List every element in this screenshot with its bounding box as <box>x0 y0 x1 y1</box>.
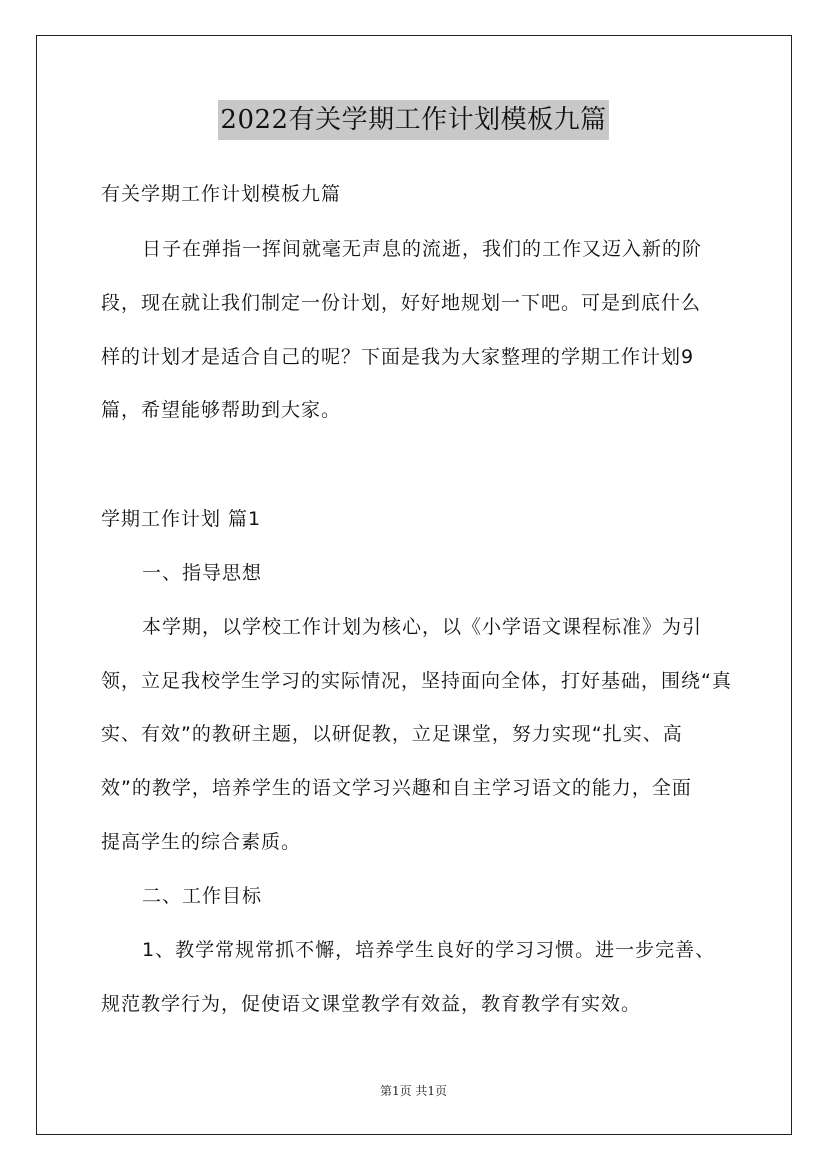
heading-work-goals: 二、工作目标 <box>142 885 263 907</box>
document-title: 2022有关学期工作计划模板九篇 <box>218 100 608 140</box>
heading-guiding-thought: 一、指导思想 <box>142 562 263 584</box>
page-number-footer: 第1页 共1页 <box>379 1084 448 1098</box>
paragraph-1-line-2: 领，立足我校学生学习的实际情况，坚持面向全体，打好基础，围绕“真 <box>101 670 732 692</box>
paragraph-1-line-3: 实、有效”的教研主题，以研促教，立足课堂，努力实现“扎实、高 <box>101 723 683 745</box>
intro-line-1: 日子在弹指一挥间就毫无声息的流逝，我们的工作又迈入新的阶 <box>142 238 703 260</box>
paragraph-1-line-5: 提高学生的综合素质。 <box>101 831 302 853</box>
paragraph-2-line-1: 1、教学常规常抓不懈，培养学生良好的学习习惯。进一步完善、 <box>142 939 716 961</box>
intro-line-2: 段，现在就让我们制定一份计划，好好地规划一下吧。可是到底什么 <box>101 292 702 314</box>
document-title-container <box>0 100 827 140</box>
document-subtitle: 有关学期工作计划模板九篇 <box>101 183 342 205</box>
paragraph-2-line-2: 规范教学行为，促使语文课堂教学有效益，教育教学有实效。 <box>101 993 642 1015</box>
paragraph-1-line-4: 效”的教学，培养学生的语文学习兴趣和自主学习语文的能力，全面 <box>101 777 692 799</box>
intro-line-3: 样的计划才是适合自己的呢？下面是我为大家整理的学期工作计划9 <box>101 346 695 368</box>
intro-line-4: 篇，希望能够帮助到大家。 <box>101 399 342 421</box>
paragraph-1-line-1: 本学期，以学校工作计划为核心，以《小学语文课程标准》为引 <box>142 616 703 638</box>
section-heading: 学期工作计划 篇1 <box>101 508 262 530</box>
